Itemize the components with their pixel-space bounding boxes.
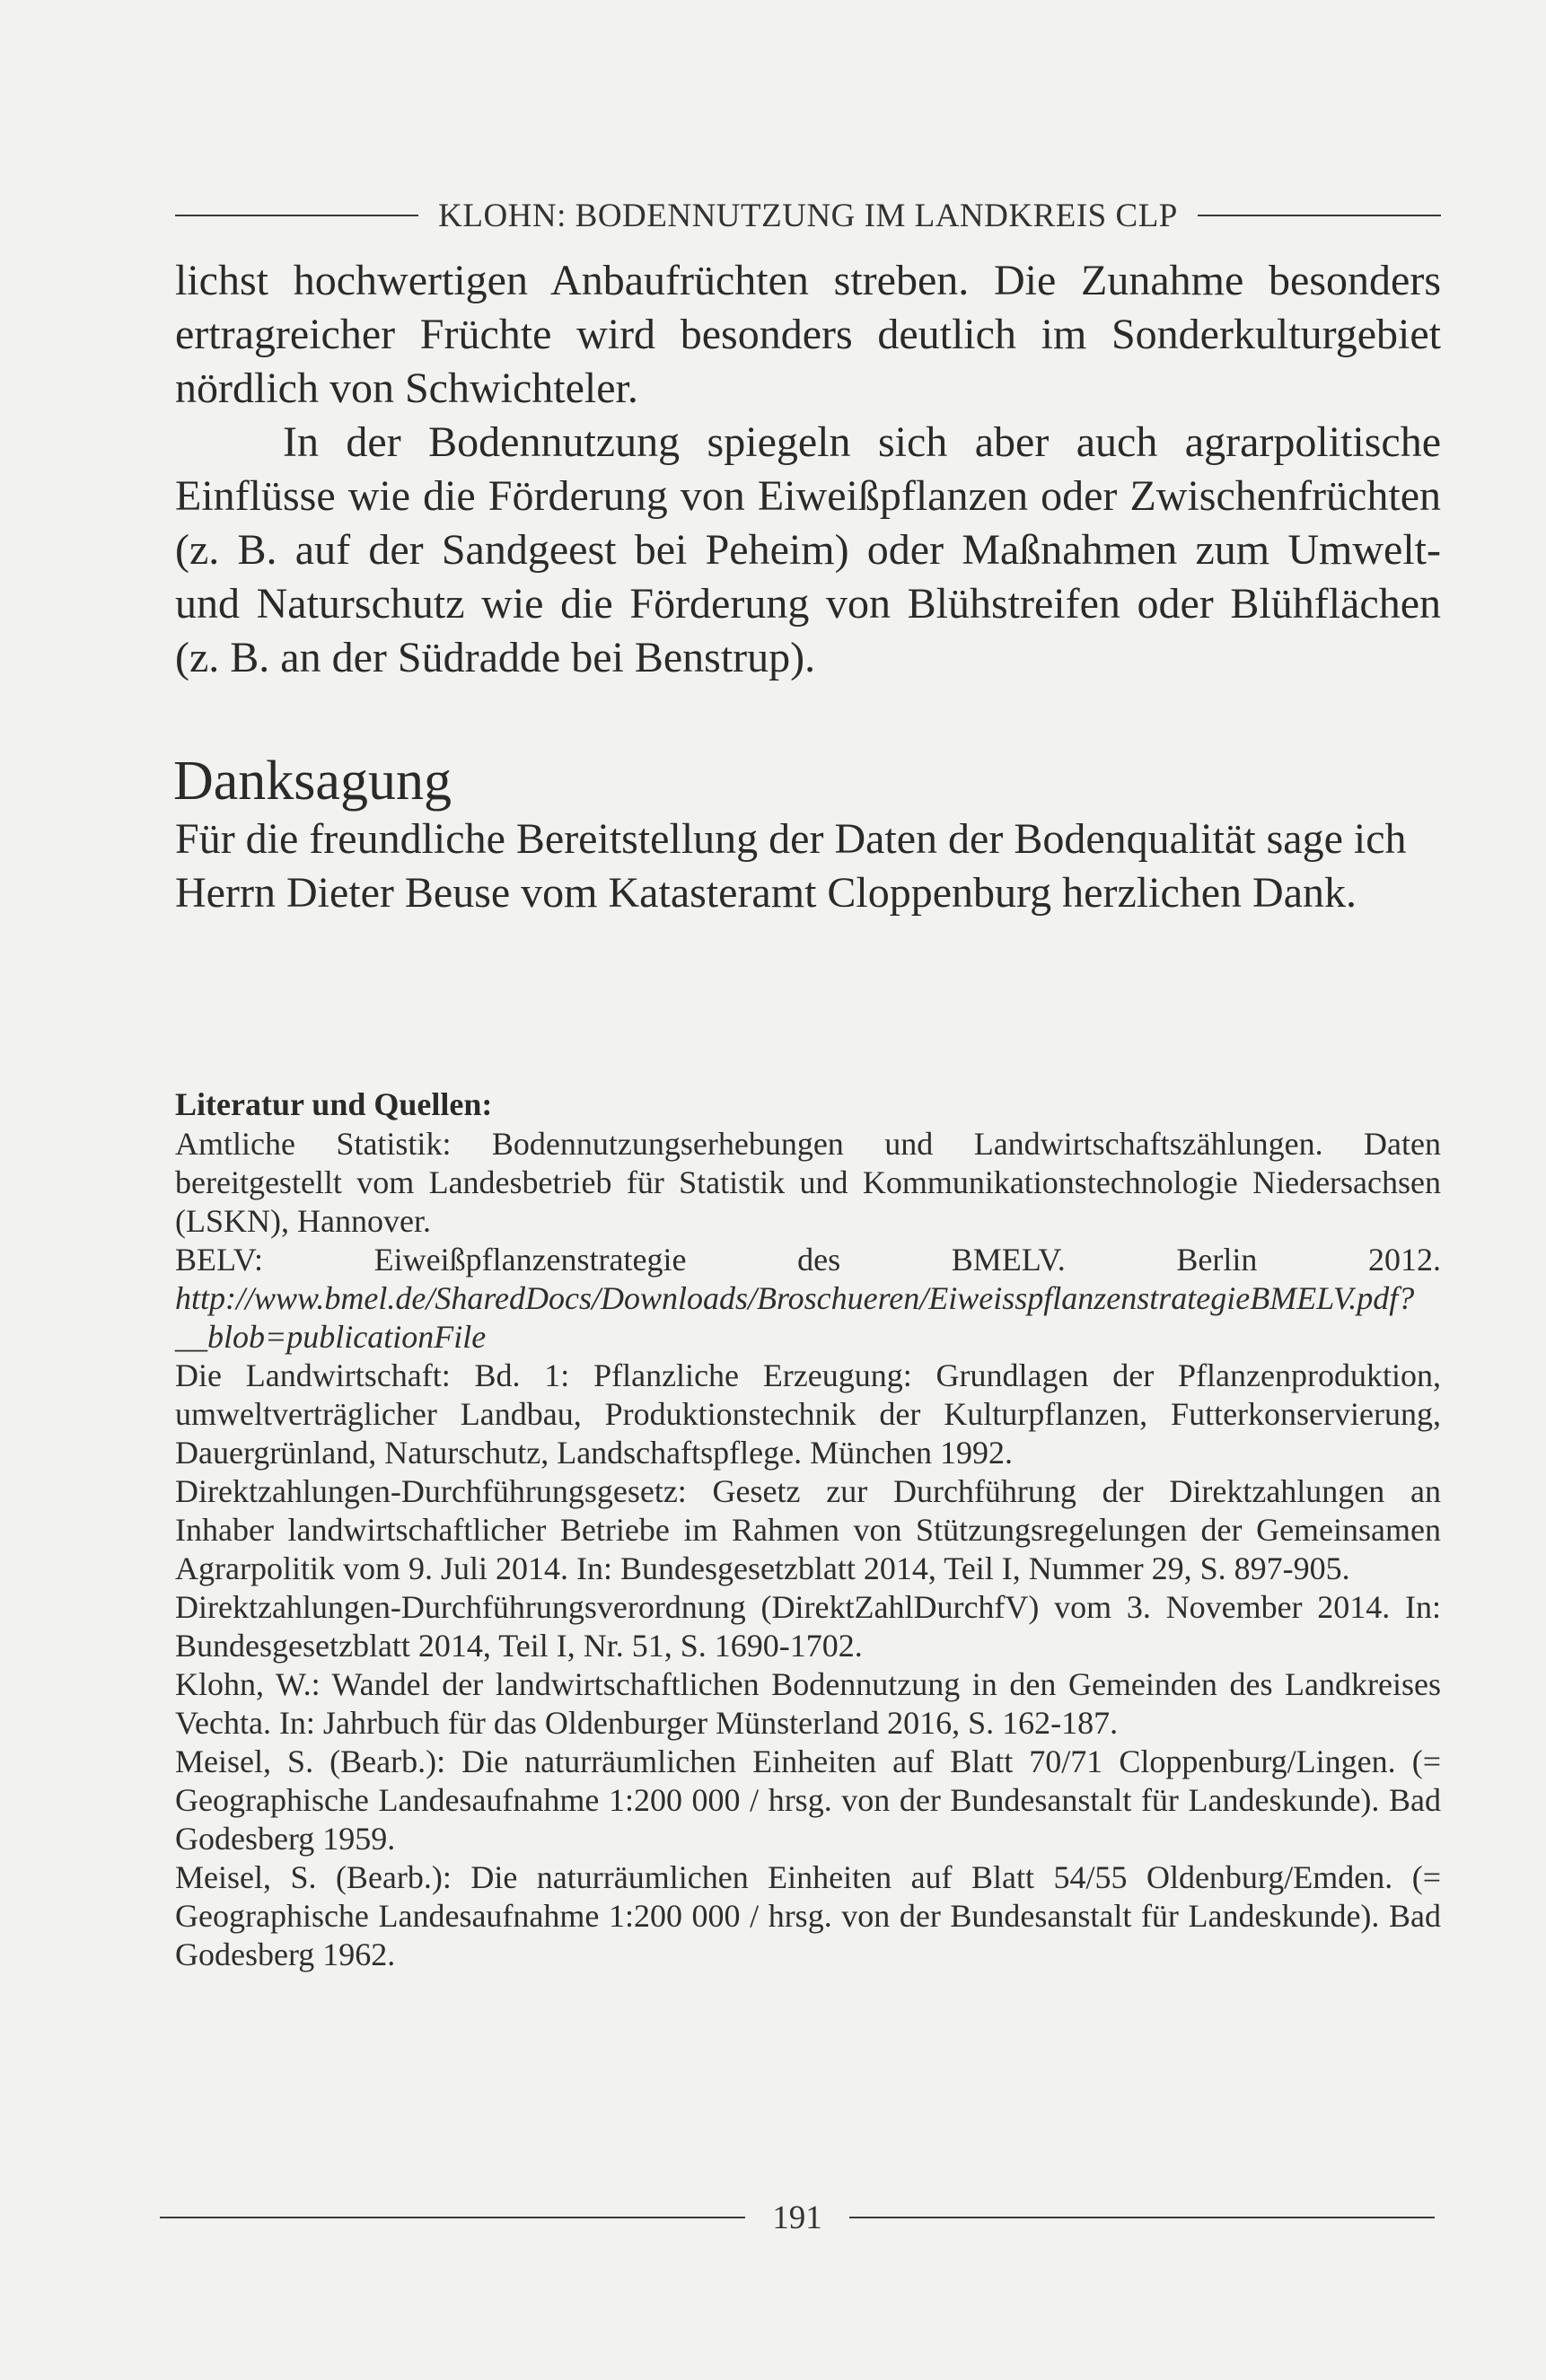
literature-entry bbox=[175, 1665, 1441, 1743]
footer-rule-right bbox=[849, 2217, 1435, 2218]
literature-entry bbox=[175, 1125, 1441, 1241]
literature-entry-link[interactable]: http://www.bmel.de/SharedDocs/Downloads/Broschueren/EiweisspflanzenstrategieBMELV.pdf?__blob=publicationFile bbox=[175, 1280, 1415, 1355]
running-header bbox=[175, 189, 1441, 242]
literature-entry bbox=[175, 1241, 1441, 1357]
literature-entry-text: Meisel, S. (Bearb.): Die naturräumlichen Einheiten auf Blatt 70/71 Cloppenburg/Lingen. (= Geographische Landesaufnahme 1:200 000 / hrsg. von der Bundesanstalt für Landeskunde). Bad Godesberg 1959. bbox=[175, 1743, 1441, 1857]
literature-entry-text: BELV: Eiweißpflanzenstrategie des BMELV. Berlin 2012. bbox=[175, 1242, 1441, 1278]
literature-list bbox=[175, 1125, 1441, 1974]
literature-entry bbox=[175, 1357, 1441, 1472]
header-rule-left bbox=[175, 215, 418, 216]
literature-entry bbox=[175, 1472, 1441, 1588]
body-text bbox=[175, 254, 1441, 685]
literature-entry-text: Die Landwirtschaft: Bd. 1: Pflanzliche Erzeugung: Grundlagen der Pflanzenproduktion, umweltverträglicher Landbau, Produktionstechnik der Kulturpflanzen, Futterkonservierung, Dauergrünland, Naturschutz, Landschaftspflege. München 1992. bbox=[175, 1357, 1441, 1471]
header-rule-right bbox=[1198, 215, 1441, 216]
literature-entry bbox=[175, 1743, 1441, 1858]
literature-heading: Literatur und Quellen: bbox=[175, 1086, 493, 1122]
running-header-title: KLOHN: BODENNUTZUNG IM LANDKREIS CLP bbox=[438, 197, 1178, 234]
page-footer bbox=[160, 2195, 1435, 2240]
body-paragraph: In der Bodennutzung spiegeln sich aber auch agrarpolitische Einflüsse wie die Förderung von Eiweißpflanzen oder Zwischenfrüchten (z. B. auf der Sandgeest bei Peheim) oder Maßnahmen zum Umwelt- und Naturschutz wie die Förderung von Blühstreifen oder Blühflächen (z. B. an der Südradde bei Benstrup). bbox=[175, 418, 1441, 681]
body-paragraph: lichst hochwertigen Anbaufrüchten streben. Die Zunahme besonders ertragreicher Früchte wird besonders deutlich im Sonderkulturgebiet nördlich von Schwichteler. bbox=[175, 257, 1441, 412]
literature-entry-text: Amtliche Statistik: Bodennutzungserhebungen und Landwirtschaftszählungen. Daten bereitgestellt vom Landesbetrieb für Statistik und Kommunikationstechnologie Niedersachsen (LSKN), Hannover. bbox=[175, 1126, 1441, 1239]
acknowledgement-text: Für die freundliche Bereitstellung der Daten der Bodenqualität sage ich Herrn Dieter Beuse vom Katasteramt Cloppenburg herzlichen Dank. bbox=[175, 815, 1407, 917]
literature-entry-text: Direktzahlungen-Durchführungsgesetz: Gesetz zur Durchführung der Direktzahlungen an Inhaber landwirtschaftlicher Betriebe im Rahmen von Stützungsregelungen der Gemeinsamen Agrarpolitik vom 9. Juli 2014. In: Bundesgesetzblatt 2014, Teil I, Nummer 29, S. 897-905. bbox=[175, 1473, 1441, 1586]
acknowledgement-heading: Danksagung bbox=[173, 751, 452, 812]
literature-entry-text: Meisel, S. (Bearb.): Die naturräumlichen Einheiten auf Blatt 54/55 Oldenburg/Emden. (= Geographische Landesaufnahme 1:200 000 / hrsg. von der Bundesanstalt für Landeskunde). Bad Godesberg 1962. bbox=[175, 1859, 1441, 1972]
literature-entry bbox=[175, 1588, 1441, 1665]
footer-rule-left bbox=[160, 2217, 745, 2218]
literature-entry bbox=[175, 1858, 1441, 1974]
page-number: 191 bbox=[772, 2199, 822, 2236]
literature-entry-text: Direktzahlungen-Durchführungsverordnung (DirektZahlDurchfV) vom 3. November 2014. In: Bundesgesetzblatt 2014, Teil I, Nr. 51, S. 1690-1702. bbox=[175, 1589, 1441, 1664]
literature-entry-text: Klohn, W.: Wandel der landwirtschaftlichen Bodennutzung in den Gemeinden des Landkreises Vechta. In: Jahrbuch für das Oldenburger Münsterland 2016, S. 162-187. bbox=[175, 1666, 1441, 1741]
